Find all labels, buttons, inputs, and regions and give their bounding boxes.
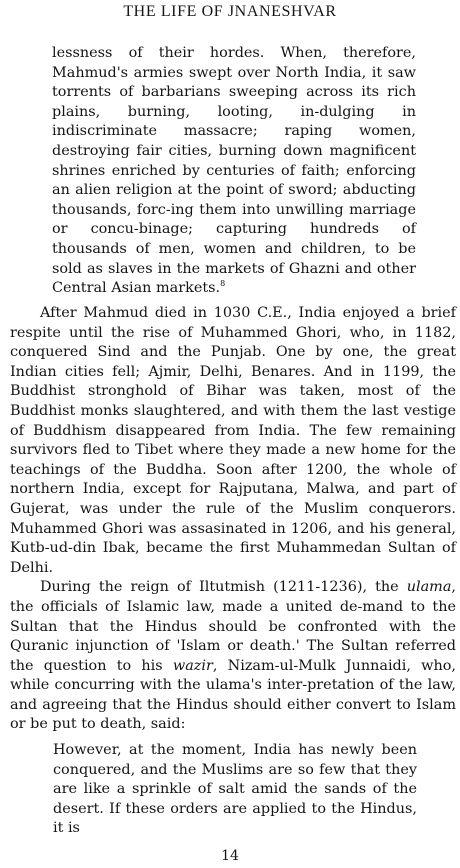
term-ulama: ulama — [406, 579, 452, 596]
term-wazir: wazir — [172, 657, 213, 674]
paragraph-iltutmish-part-1: During the reign of Iltutmish (1211-1236), the — [40, 579, 407, 596]
footnote-marker: 8 — [220, 279, 226, 289]
block-quote-top — [52, 44, 416, 299]
body-text — [10, 304, 456, 735]
page-number: 14 — [221, 848, 239, 864]
paragraph-iltutmish-part-3: , Nizam-ul-Mulk Junnaidi, who, while concurring with the ulama's inter-pretation of the law, and agreeing that the Hindus should either convert to Islam or be put to death, said: — [10, 657, 456, 733]
paragraph-iltutmish — [10, 578, 456, 735]
block-quote-bottom: However, at the moment, India has newly been conquered, and the Muslims are so few that they are like a sprinkle of salt amid the sands of the desert. If these orders are applied to the Hindus, it is — [53, 742, 417, 837]
running-head: THE LIFE OF JNANESHVAR — [123, 3, 337, 20]
paragraph-mahmud-aftermath: After Mahmud died in 1030 C.E., India enjoyed a brief respite until the rise of Muhammed Ghori, who, in 1182, conquered Sind and the Punjab. One by one, the great Indian cities fell; Ajmir, Delhi, Benares. And in 1199, the Buddhist stronghold of Bihar was taken, most of the Buddhist monks slaughtered, and with them the last vestige of Buddhism disappeared from India. The few remaining survivors fled to Tibet where they made a new home for the teachings of the Buddha. Soon after 1200, the whole of northern India, except for Rajputana, Malwa, and part of Gujerat, was under the rule of the Muslim conquerors. Muhammed Ghori was assasinated in 1206, and his general, Kutb-ud-din Ibak, became the first Muhammedan Sultan of Delhi. — [10, 305, 456, 576]
paragraph-iltutmish-part-2: , the officials of Islamic law, made a united de-mand to the Sultan that the Hindus should be confronted with the Quranic injunction of 'Islam or death.' The Sultan referred the question to his — [10, 579, 456, 674]
quote-top-text: lessness of their hordes. When, therefore, Mahmud's armies swept over North India, it saw torrents of barbarians sweeping across its rich plains, burning, looting, in-dulging in indiscriminate massacre; raping women, destroying fair cities, burning down magnificent shrines enriched by centuries of faith; enforcing an alien religion at the point of sword; abducting thousands, forc-ing them into unwilling marriage or concu-binage; capturing hundreds of thousands of men, women and children, to be sold as slaves in the markets of Ghazni and other Central Asian markets. — [52, 45, 416, 297]
